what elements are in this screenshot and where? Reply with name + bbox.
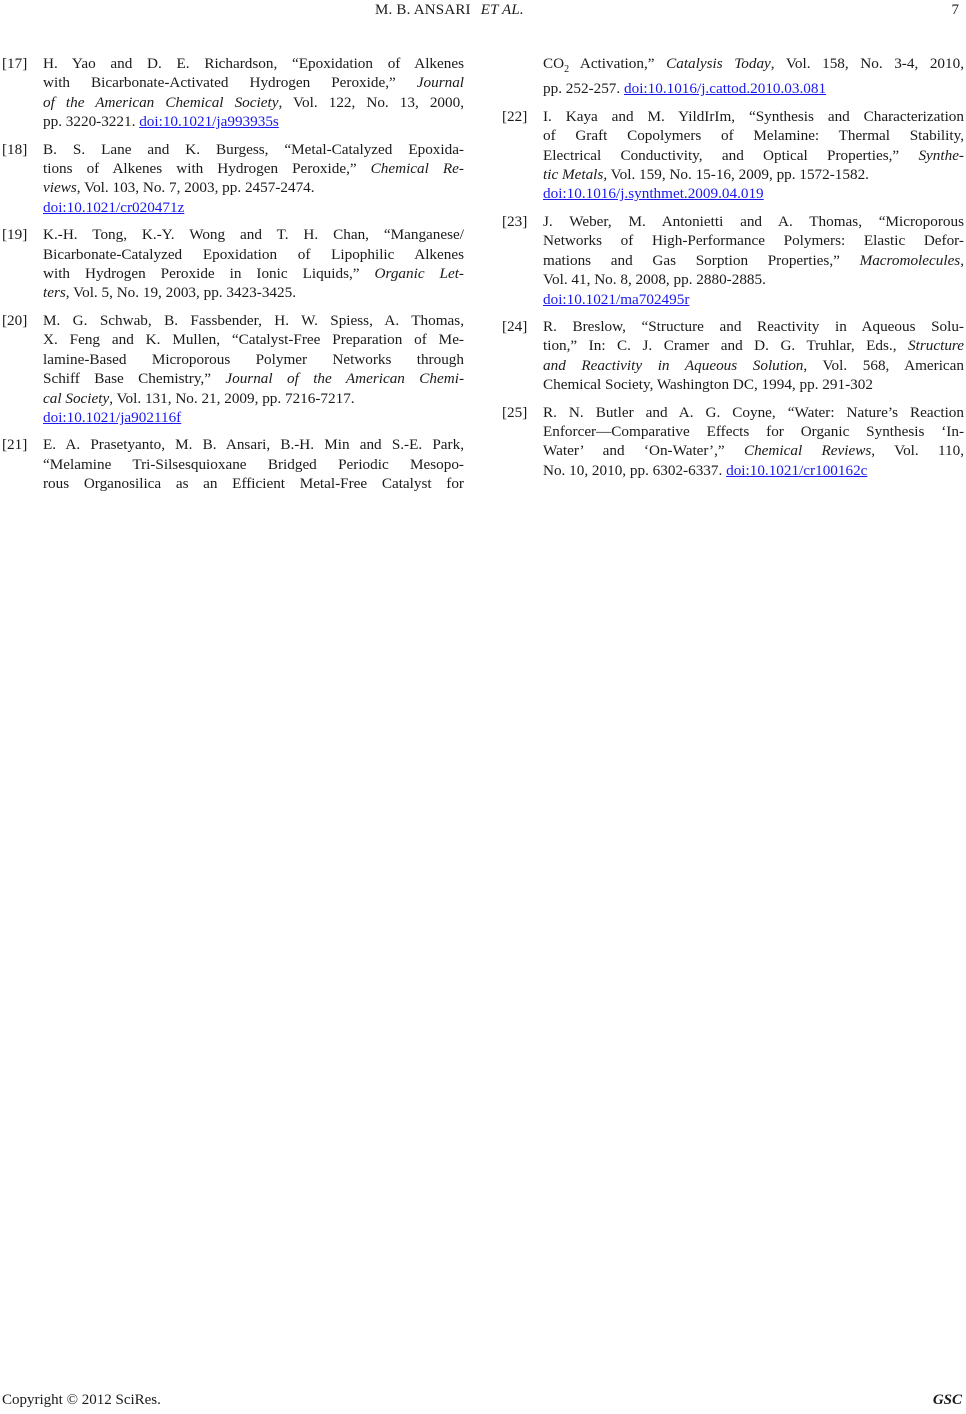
page-header bbox=[0, 2, 966, 24]
left-column bbox=[2, 54, 464, 502]
ref-line bbox=[543, 54, 964, 79]
ref-line: lamine-Based Microporous Polymer Networks through bbox=[43, 350, 464, 368]
ref-text: , Vol. 568, American bbox=[803, 356, 964, 374]
reference-number: [21] bbox=[2, 436, 28, 454]
reference-21-continued bbox=[502, 54, 964, 99]
ref-line: Chemical Society, Washington DC, 1994, pp. 291-302 bbox=[543, 376, 873, 394]
ref-line bbox=[43, 178, 464, 197]
doi-link[interactable]: doi:10.1021/ma702495r bbox=[543, 290, 690, 308]
ref-line: R. N. Butler and A. G. Coyne, “Water: Nature’s Reaction bbox=[543, 403, 964, 421]
ref-line: of Graft Copolymers of Melamine: Thermal Stability, bbox=[543, 127, 964, 145]
subscript: 2 bbox=[564, 64, 570, 76]
ref-text: Water’ and ‘On-Water’,” bbox=[543, 442, 725, 460]
book-title: Structure bbox=[908, 337, 965, 355]
ref-line bbox=[43, 73, 464, 92]
ref-line: K.-H. Tong, K.-Y. Wong and T. H. Chan, “Manganese/ bbox=[43, 226, 464, 244]
ref-line bbox=[43, 159, 464, 178]
ref-line bbox=[543, 165, 964, 184]
ref-line: B. S. Lane and K. Burgess, “Metal-Catalyzed Epoxida- bbox=[43, 140, 464, 158]
journal-title: Journal of the American Chemi- bbox=[225, 370, 464, 388]
ref-text: , Vol. 5, No. 19, 2003, pp. 3423-3425. bbox=[65, 284, 296, 302]
journal-title: Synthe- bbox=[918, 146, 964, 164]
ref-text: , Vol. 158, No. 3-4, 2010, bbox=[770, 55, 964, 72]
ref-text: mations and Gas Sorption Properties,” bbox=[543, 251, 840, 269]
ref-line bbox=[543, 251, 964, 270]
ref-line bbox=[543, 290, 964, 309]
reference-number: [25] bbox=[502, 403, 528, 421]
ref-text: Electrical Conductivity, and Optical Properties,” bbox=[543, 146, 900, 164]
ref-line: R. Breslow, “Structure and Reactivity in Aqueous Solu- bbox=[543, 317, 964, 335]
reference-number: [23] bbox=[502, 212, 528, 230]
ref-line bbox=[543, 461, 964, 480]
ref-line bbox=[543, 184, 964, 203]
ref-line: Vol. 41, No. 8, 2008, pp. 2880-2885. bbox=[543, 271, 766, 289]
ref-line bbox=[543, 356, 964, 375]
copyright-notice: Copyright © 2012 SciRes. bbox=[2, 1392, 161, 1408]
reference-21 bbox=[2, 435, 464, 493]
ref-line bbox=[543, 146, 964, 165]
ref-line bbox=[43, 369, 464, 388]
reference-24 bbox=[502, 317, 964, 395]
reference-19 bbox=[2, 225, 464, 303]
journal-title: Chemical Re- bbox=[370, 160, 464, 178]
ref-text: pp. 252-257. bbox=[543, 80, 621, 98]
ref-text: , Vol. 103, No. 7, 2003, pp. 2457-2474. bbox=[76, 179, 315, 197]
ref-line: Enforcer—Comparative Effects for Organic Synthesis ‘In- bbox=[543, 422, 964, 440]
ref-line bbox=[43, 264, 464, 283]
doi-link[interactable]: doi:10.1016/j.cattod.2010.03.081 bbox=[624, 80, 827, 98]
author-name: M. B. ANSARI bbox=[375, 2, 471, 18]
ref-line: Networks of High-Performance Polymers: Elastic Defor- bbox=[543, 232, 964, 250]
journal-title: tic Metals bbox=[543, 166, 604, 184]
reference-20 bbox=[2, 311, 464, 427]
ref-line bbox=[43, 408, 464, 427]
journal-title: of the American Chemical Society bbox=[43, 93, 279, 111]
ref-line: “Melamine Tri-Silsesquioxane Bridged Periodic Mesopo- bbox=[43, 455, 464, 473]
journal-title: Organic Let- bbox=[374, 265, 464, 283]
reference-number: [18] bbox=[2, 140, 28, 158]
ref-line bbox=[543, 336, 964, 355]
et-al: ET AL. bbox=[480, 2, 524, 18]
ref-text: , Vol. 159, No. 15-16, 2009, pp. 1572-1582. bbox=[603, 166, 869, 184]
reference-17 bbox=[2, 54, 464, 132]
ref-text: with Hydrogen Peroxide in Ionic Liquids,” bbox=[43, 265, 360, 283]
ref-line: X. Feng and K. Mullen, “Catalyst-Free Preparation of Me- bbox=[43, 331, 464, 349]
ref-line bbox=[43, 389, 464, 408]
ref-text: , Vol. 110, bbox=[871, 442, 965, 460]
ref-line bbox=[43, 198, 464, 217]
doi-link[interactable]: doi:10.1021/ja993935s bbox=[139, 113, 279, 131]
doi-link[interactable]: doi:10.1021/cr100162c bbox=[726, 461, 868, 479]
ref-line: M. G. Schwab, B. Fassbender, H. W. Spiess, A. Thomas, bbox=[43, 311, 464, 329]
ref-text: CO bbox=[543, 55, 565, 72]
ref-text: with Bicarbonate-Activated Hydrogen Peroxide,” bbox=[43, 74, 396, 92]
reference-25 bbox=[502, 403, 964, 481]
ref-line bbox=[43, 283, 464, 302]
ref-line: E. A. Prasetyanto, M. B. Ansari, B.-H. Min and S.-E. Park, bbox=[43, 436, 464, 454]
ref-text: pp. 3220-3221. bbox=[43, 113, 136, 131]
ref-line: H. Yao and D. E. Richardson, “Epoxidation of Alkenes bbox=[43, 55, 464, 72]
page-number: 7 bbox=[951, 2, 959, 18]
journal-title: views bbox=[43, 179, 77, 197]
reference-number: [24] bbox=[502, 317, 528, 335]
ref-line bbox=[43, 93, 464, 112]
reference-number: [17] bbox=[2, 55, 28, 72]
journal-title: Journal bbox=[416, 74, 465, 92]
doi-link[interactable]: doi:10.1021/ja902116f bbox=[43, 408, 182, 426]
right-column bbox=[502, 54, 964, 488]
ref-text: , bbox=[960, 251, 965, 269]
ref-line: rous Organosilica as an Efficient Metal-Free Catalyst for bbox=[43, 475, 464, 493]
reference-number: [19] bbox=[2, 226, 28, 244]
ref-text: Activation,” bbox=[569, 55, 655, 72]
doi-link[interactable]: doi:10.1016/j.synthmet.2009.04.019 bbox=[543, 185, 764, 203]
journal-title: Macromolecules bbox=[859, 251, 961, 269]
ref-text: Schiff Base Chemistry,” bbox=[43, 370, 211, 388]
ref-text: , Vol. 131, No. 21, 2009, pp. 7216-7217. bbox=[109, 389, 355, 407]
reference-number: [20] bbox=[2, 311, 28, 329]
ref-line bbox=[543, 441, 964, 460]
reference-number: [22] bbox=[502, 107, 528, 125]
journal-title: Catalysis Today bbox=[666, 55, 771, 72]
doi-link[interactable]: doi:10.1021/cr020471z bbox=[43, 198, 185, 216]
journal-abbreviation: GSC bbox=[932, 1392, 962, 1408]
ref-text: tion,” In: C. J. Cramer and D. G. Truhlar, Eds., bbox=[543, 337, 897, 355]
ref-text: No. 10, 2010, pp. 6302-6337. bbox=[543, 461, 723, 479]
running-head-author bbox=[375, 2, 524, 19]
ref-text: , Vol. 122, No. 13, 2000, bbox=[278, 93, 464, 111]
ref-line: I. Kaya and M. YildIrIm, “Synthesis and Characterization bbox=[543, 107, 964, 125]
reference-23 bbox=[502, 212, 964, 309]
ref-text: tions of Alkenes with Hydrogen Peroxide,” bbox=[43, 160, 357, 178]
journal-title: Chemical Reviews bbox=[743, 442, 872, 460]
ref-line: Bicarbonate-Catalyzed Epoxidation of Lipophilic Alkenes bbox=[43, 245, 464, 263]
ref-line bbox=[43, 112, 464, 131]
journal-title: ters bbox=[43, 284, 66, 302]
book-title: and Reactivity in Aqueous Solution bbox=[543, 356, 804, 374]
ref-line bbox=[543, 79, 964, 98]
journal-title: cal Society bbox=[43, 389, 110, 407]
reference-22 bbox=[502, 107, 964, 204]
ref-line: J. Weber, M. Antonietti and A. Thomas, “Microporous bbox=[543, 212, 964, 230]
reference-18 bbox=[2, 140, 464, 218]
